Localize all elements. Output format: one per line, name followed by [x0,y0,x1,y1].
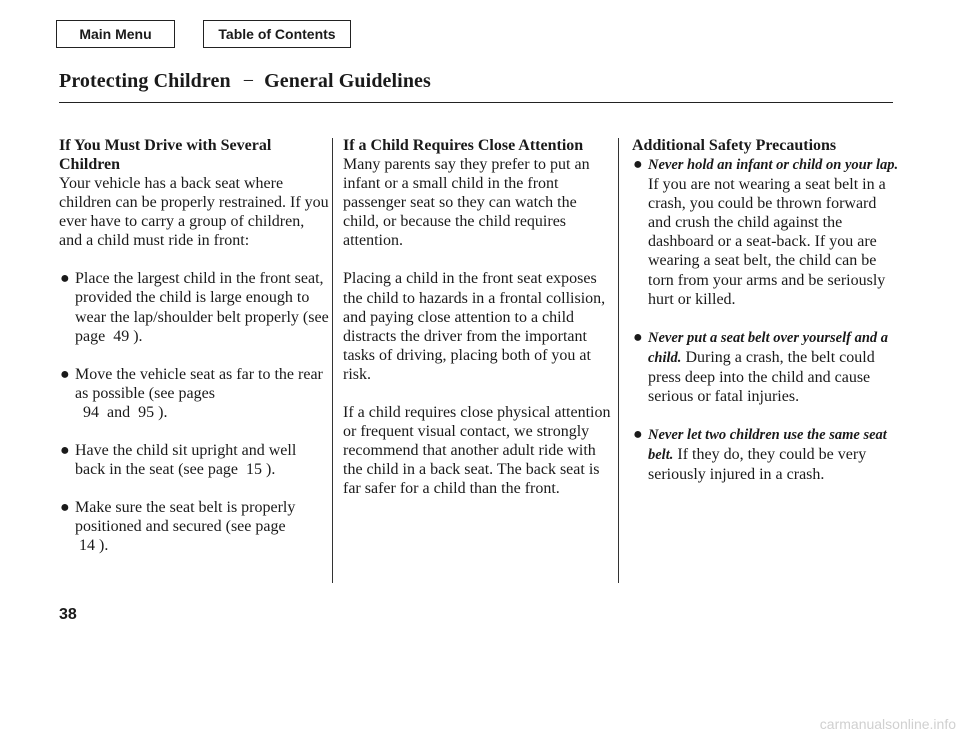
list-item-text: During a crash, the belt could press deep into the child and cause serious or fatal injuries. [648,348,875,406]
list-item-text: Have the child sit upright and well back in the seat (see page [75,442,297,479]
table-of-contents-button[interactable]: Table of Contents [203,20,351,48]
warning-text: Never hold an infant or child on your lap. [648,157,899,173]
section-heading: Additional Safety Precautions [632,137,837,154]
title-rule [59,102,893,103]
column-divider [332,138,333,583]
page-number: 38 [59,606,77,623]
paragraph: Placing a child in the front seat exposes the child to hazards in a frontal collision, and paying close attention to a child distracts the driver from the important tasks of driving, placing both of you at risk. [343,270,606,383]
page-ref-link[interactable]: 49 [113,327,130,345]
column-divider [618,138,619,583]
list-item: ● Have the child sit upright and well back in the seat (see page 15 ). [60,442,297,479]
bullet-icon: ● [633,328,643,346]
list-item: ● Make sure the seat belt is properly positioned and secured (see page 14 ). [60,499,296,555]
list-item [632,328,902,406]
list-item: ● Place the largest child in the front seat, provided the child is large enough to wear the lap/shoulder belt properly (see page 49 ). [60,270,329,345]
bullet-icon: ● [60,270,70,288]
section-heading: If You Must Drive with Several Children [59,137,272,173]
paragraph: If a child requires close physical attention or frequent visual contact, we strongly recommend that another adult ride with the child in a back seat. The back seat is far safer for a child than the front. [343,404,611,498]
bullet-icon: ● [60,499,70,517]
list-item [632,155,902,309]
list-item-text: Move the vehicle seat as far to the rear as possible (see pages [75,365,323,402]
column-safety-precautions [632,136,902,484]
page-ref-link[interactable]: 95 [138,403,155,421]
page-title [59,70,431,93]
page-ref-link[interactable]: 15 [246,461,263,479]
list-item-text: and [107,403,131,421]
list-item-text: Make sure the seat belt is properly positioned and secured (see page [75,499,296,536]
column-close-attention [343,136,613,499]
bullet-icon: ● [633,426,643,444]
paragraph: Many parents say they prefer to put an infant or a small child in the front passenger seat so they can watch the child, or because the child requires attention. [343,156,590,250]
subsection-title: General Guidelines [264,70,431,92]
column-several-children [59,136,329,556]
watermark: carmanualsonline.info [819,716,956,732]
section-heading: If a Child Requires Close Attention [343,137,584,154]
list-item-text: Place the largest child in the front seat, provided the child is large enough to wear the lap/shoulder belt properly (see page [75,270,329,345]
bullet-icon: ● [60,442,70,460]
bullet-icon: ● [60,365,70,383]
list-item-text: If they do, they could be very seriously injured in a crash. [648,446,867,484]
page-ref-link[interactable]: 14 [79,537,95,555]
warning-text: Never put a seat belt over yourself and a child. [648,329,889,366]
intro-paragraph: Your vehicle has a back seat where children can be properly restrained. If you ever have to carry a group of children, and a child must ride in front: [59,175,329,250]
page-ref-link[interactable]: 94 [83,403,99,421]
warning-text: Never let two children use the same seat belt. [648,427,887,464]
main-menu-button[interactable]: Main Menu [56,20,175,48]
bullet-icon: ● [633,156,643,173]
title-separator: − [242,70,255,92]
list-item-text: If you are not wearing a seat belt in a crash, you could be thrown forward and crush the child against the dashboard or a seat-back. If you are wearing a seat belt, the child can be torn from your arms and be seriously hurt or killed. [648,176,886,308]
list-item: ● Move the vehicle seat as far to the rear as possible (see pages 94 and 95 ). [60,365,323,421]
list-item [632,425,902,484]
section-title: Protecting Children [59,70,231,92]
